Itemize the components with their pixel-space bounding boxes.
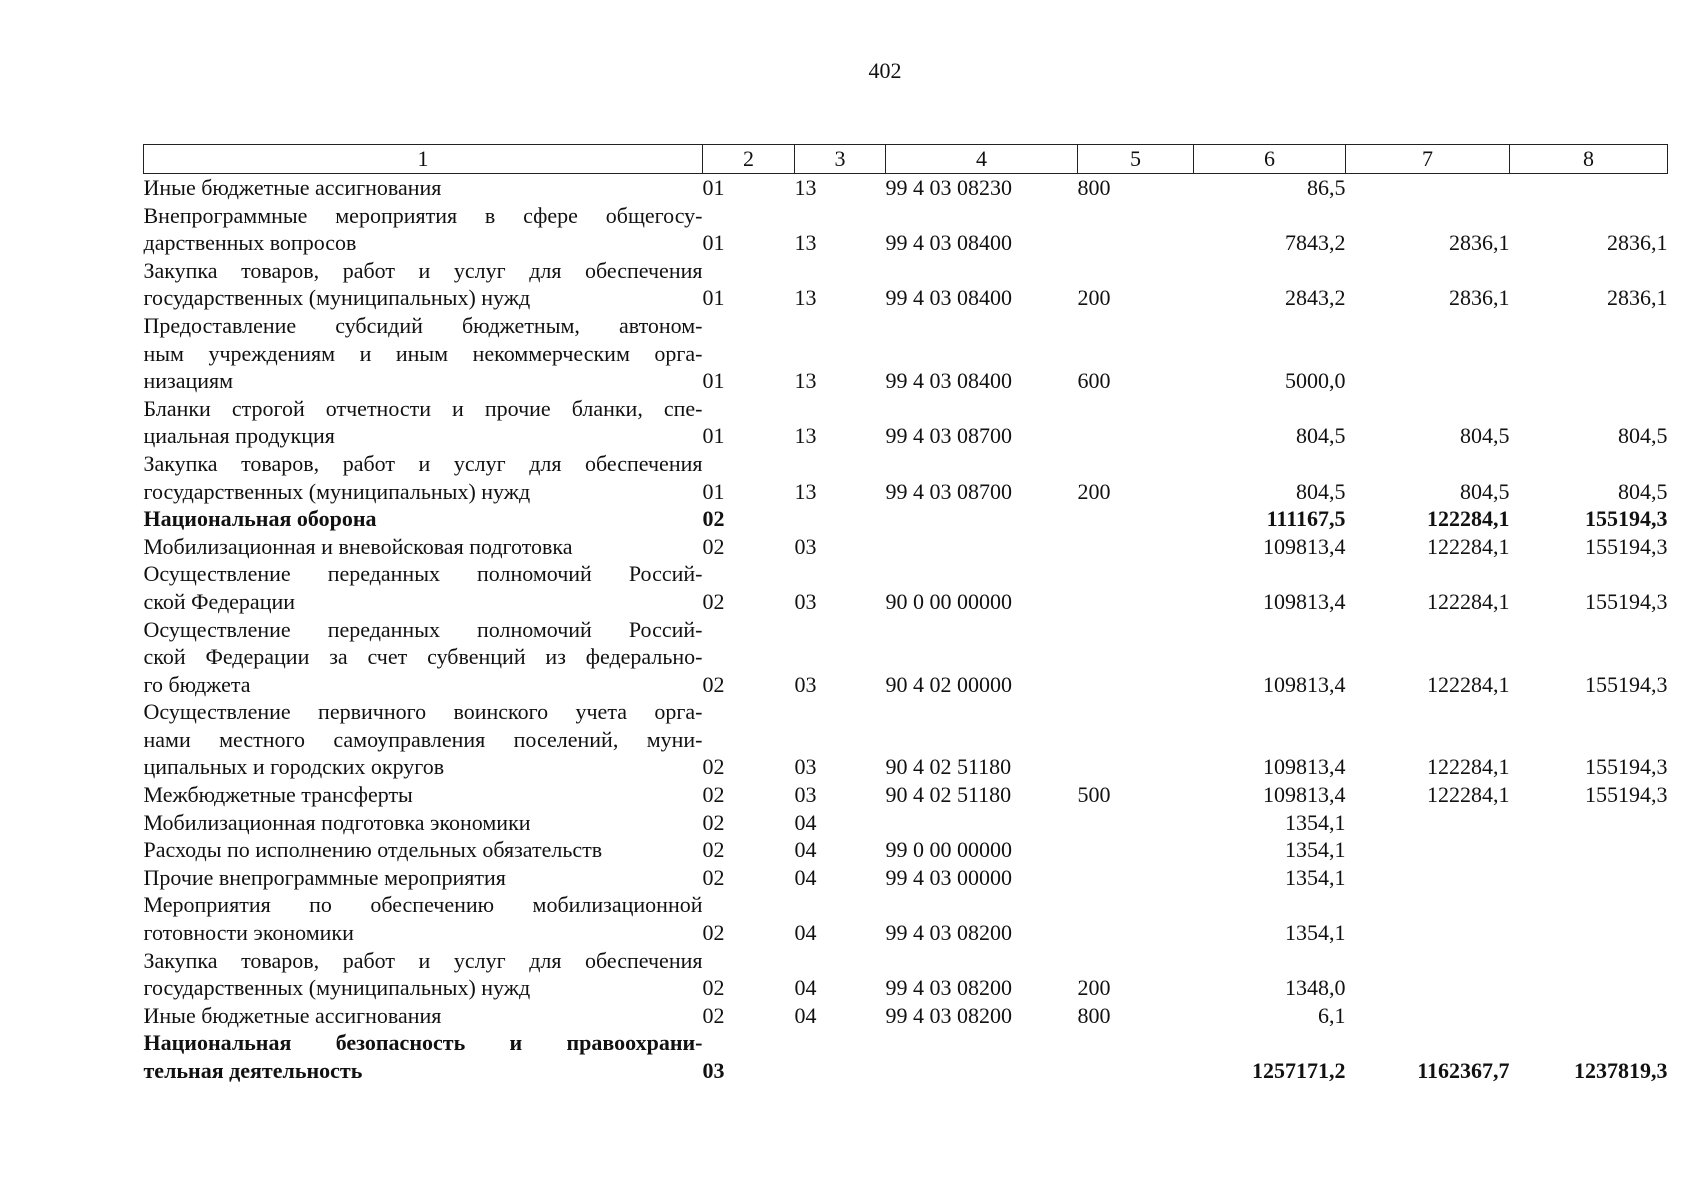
value-col-8: 155194,3 — [1585, 671, 1668, 697]
value-col-6: 804,5 — [1296, 423, 1346, 449]
row-name-line: Иные бюджетные ассигнования — [143, 175, 442, 200]
expense-type-code — [1078, 836, 1194, 864]
target-code — [886, 505, 1078, 533]
subsection-code: 03 — [794, 754, 817, 780]
subsection-code: 03 — [794, 671, 817, 697]
section-code: 01 — [702, 368, 725, 394]
row-name-line: Осуществление первичного воинского учета орга- — [143, 699, 703, 725]
value-col-7 — [1346, 891, 1510, 946]
section-code: 01 — [702, 230, 725, 256]
subsection-code: 03 — [794, 588, 817, 614]
column-header: 2 — [703, 145, 795, 174]
row-name — [144, 698, 703, 781]
value-col-7: 2836,1 — [1449, 285, 1510, 311]
section-code: 01 — [702, 478, 725, 504]
expense-type-code — [1078, 202, 1194, 257]
expense-type-code: 800 — [1077, 1002, 1111, 1028]
table-row — [144, 836, 1668, 864]
value-col-6: 111167,5 — [1266, 506, 1346, 532]
target-code: 99 0 00 00000 — [885, 837, 1012, 863]
target-code: 99 4 03 08200 — [885, 975, 1012, 1001]
value-col-6: 2843,2 — [1285, 285, 1346, 311]
row-name — [144, 312, 703, 395]
target-code: 99 4 03 08200 — [885, 920, 1012, 946]
target-code: 90 0 00 00000 — [885, 588, 1012, 614]
expense-type-code — [1078, 533, 1194, 561]
value-col-7 — [1346, 947, 1510, 1002]
row-name-line: государственных (муниципальных) нужд — [143, 478, 531, 504]
section-code: 02 — [702, 920, 725, 946]
row-name-line: Закупка товаров, работ и услуг для обеспечения — [143, 257, 703, 283]
value-col-7: 1162367,7 — [1417, 1058, 1510, 1083]
value-col-7 — [1346, 1002, 1510, 1030]
value-col-8 — [1510, 1002, 1668, 1030]
expense-type-code — [1078, 616, 1194, 699]
value-col-6: 1348,0 — [1285, 975, 1346, 1001]
value-col-6: 109813,4 — [1263, 754, 1346, 780]
value-col-8: 155194,3 — [1585, 588, 1668, 614]
row-name — [144, 174, 703, 202]
subsection-code: 04 — [794, 1002, 817, 1028]
value-col-6: 7843,2 — [1285, 230, 1346, 256]
row-name-line: Осуществление переданных полномочий Россий- — [143, 616, 703, 642]
target-code: 90 4 02 00000 — [885, 671, 1012, 697]
row-name-line: Бланки строгой отчетности и прочие бланки, спе- — [143, 395, 703, 421]
row-name — [144, 836, 703, 864]
target-code: 90 4 02 51180 — [885, 782, 1012, 808]
value-col-8 — [1510, 174, 1668, 202]
row-name-line: го бюджета — [143, 671, 251, 697]
value-col-8: 804,5 — [1618, 478, 1668, 504]
table-row — [144, 174, 1668, 202]
subsection-code: 13 — [794, 423, 817, 449]
page-number: 402 — [868, 58, 902, 83]
value-col-6: 109813,4 — [1263, 588, 1346, 614]
subsection-code: 04 — [794, 837, 817, 863]
value-col-8: 804,5 — [1618, 423, 1668, 449]
value-col-7: 122284,1 — [1427, 782, 1510, 808]
row-name-line: Мероприятия по обеспечению мобилизационной — [143, 892, 703, 918]
row-name-line: низациям — [143, 368, 234, 394]
target-code: 90 4 02 51180 — [885, 754, 1012, 780]
row-name-line: Расходы по исполнению отдельных обязательств — [143, 837, 603, 863]
expense-type-code — [1078, 1029, 1194, 1084]
section-code: 02 — [702, 837, 725, 863]
target-code: 99 4 03 08200 — [885, 1002, 1012, 1028]
value-col-7 — [1346, 312, 1510, 395]
row-name-line: тельная деятельность — [143, 1058, 363, 1083]
value-col-7 — [1346, 809, 1510, 837]
section-code: 02 — [702, 809, 725, 835]
value-col-6: 1354,1 — [1285, 864, 1346, 890]
table-row — [144, 202, 1668, 257]
target-code: 99 4 03 00000 — [885, 864, 1012, 890]
target-code: 99 4 03 08400 — [885, 368, 1012, 394]
value-col-6: 1354,1 — [1285, 809, 1346, 835]
expense-type-code — [1078, 698, 1194, 781]
row-name-line: Предоставление субсидий бюджетным, автоном- — [143, 312, 703, 338]
target-code — [886, 809, 1078, 837]
row-name — [144, 450, 703, 505]
table-row — [144, 891, 1668, 946]
value-col-7: 122284,1 — [1427, 533, 1510, 559]
section-code: 02 — [702, 1002, 725, 1028]
column-header: 5 — [1078, 145, 1194, 174]
subsection-code: 04 — [794, 975, 817, 1001]
value-col-8: 155194,3 — [1585, 754, 1668, 780]
target-code: 99 4 03 08400 — [885, 230, 1012, 256]
row-name — [144, 891, 703, 946]
row-name — [144, 505, 703, 533]
row-name-line: Прочие внепрограммные мероприятия — [143, 864, 506, 890]
row-name — [144, 947, 703, 1002]
budget-table — [143, 144, 1668, 1085]
row-name-line: Мобилизационная и вневойсковая подготовка — [143, 533, 573, 559]
value-col-6: 5000,0 — [1285, 368, 1346, 394]
row-name-line: дарственных вопросов — [143, 230, 357, 256]
target-code — [886, 533, 1078, 561]
row-name-line: ным учреждениям и иным некоммерческим орга- — [143, 340, 703, 366]
value-col-8: 155194,3 — [1585, 533, 1668, 559]
subsection-code: 03 — [794, 782, 817, 808]
expense-type-code — [1078, 395, 1194, 450]
row-name-line: Закупка товаров, работ и услуг для обеспечения — [143, 450, 703, 476]
row-name-line: Закупка товаров, работ и услуг для обеспечения — [143, 947, 703, 973]
subsection-code: 13 — [794, 368, 817, 394]
row-name-line: Национальная оборона — [143, 506, 377, 532]
value-col-6: 109813,4 — [1263, 782, 1346, 808]
column-header: 8 — [1510, 145, 1668, 174]
value-col-6: 109813,4 — [1263, 671, 1346, 697]
value-col-8: 155194,3 — [1585, 782, 1668, 808]
value-col-7: 122284,1 — [1427, 754, 1510, 780]
value-col-7: 804,5 — [1460, 478, 1510, 504]
column-header: 4 — [886, 145, 1078, 174]
value-col-6: 1354,1 — [1285, 837, 1346, 863]
row-name — [144, 616, 703, 699]
table-row — [144, 864, 1668, 892]
value-col-6: 6,1 — [1318, 1002, 1346, 1028]
row-name-line: Национальная безопасность и правоохрани- — [143, 1030, 703, 1056]
row-name — [144, 395, 703, 450]
expense-type-code — [1078, 891, 1194, 946]
value-col-6: 804,5 — [1296, 478, 1346, 504]
column-header: 7 — [1346, 145, 1510, 174]
table-row — [144, 312, 1668, 395]
table-row — [144, 505, 1668, 533]
expense-type-code — [1078, 864, 1194, 892]
subsection-code: 13 — [794, 478, 817, 504]
row-name-line: Межбюджетные трансферты — [143, 782, 413, 808]
table-row — [144, 1029, 1668, 1084]
value-col-6: 1354,1 — [1285, 920, 1346, 946]
section-code: 02 — [702, 864, 725, 890]
table-body — [144, 174, 1668, 1085]
section-code: 02 — [702, 754, 725, 780]
target-code: 99 4 03 08230 — [885, 175, 1012, 200]
value-col-8 — [1510, 891, 1668, 946]
value-col-8: 155194,3 — [1585, 506, 1668, 532]
row-name — [144, 1029, 703, 1084]
table-row — [144, 616, 1668, 699]
row-name-line: нами местного самоуправления поселений, муни- — [143, 726, 703, 752]
row-name-line: Внепрограммные мероприятия в сфере общегосу- — [143, 202, 703, 228]
table-row — [144, 257, 1668, 312]
subsection-code: 04 — [794, 864, 817, 890]
value-col-8 — [1510, 864, 1668, 892]
subsection-code — [795, 1029, 886, 1084]
row-name — [144, 781, 703, 809]
section-code: 02 — [702, 671, 725, 697]
value-col-8: 2836,1 — [1607, 285, 1668, 311]
row-name — [144, 533, 703, 561]
expense-type-code: 200 — [1077, 285, 1111, 311]
row-name-line: государственных (муниципальных) нужд — [143, 975, 531, 1001]
subsection-code: 04 — [794, 809, 817, 835]
column-header: 3 — [795, 145, 886, 174]
target-code: 99 4 03 08700 — [885, 478, 1012, 504]
section-code: 02 — [702, 782, 725, 808]
row-name-line: ской Федерации за счет субвенций из федерально- — [143, 644, 703, 670]
row-name — [144, 257, 703, 312]
section-code: 01 — [702, 423, 725, 449]
expense-type-code — [1078, 809, 1194, 837]
value-col-6: 86,5 — [1307, 175, 1346, 200]
row-name — [144, 202, 703, 257]
subsection-code — [795, 505, 886, 533]
table-row — [144, 947, 1668, 1002]
value-col-6: 1257171,2 — [1252, 1058, 1346, 1083]
table-row — [144, 809, 1668, 837]
section-code: 01 — [702, 285, 725, 311]
row-name — [144, 864, 703, 892]
value-col-7: 122284,1 — [1427, 506, 1510, 532]
row-name-line: циальная продукция — [143, 423, 335, 449]
target-code: 99 4 03 08700 — [885, 423, 1012, 449]
row-name-line: Осуществление переданных полномочий Россий- — [143, 561, 703, 587]
subsection-code: 13 — [794, 230, 817, 256]
value-col-7 — [1346, 836, 1510, 864]
subsection-code: 13 — [794, 175, 817, 200]
target-code: 99 4 03 08400 — [885, 285, 1012, 311]
expense-type-code: 200 — [1077, 975, 1111, 1001]
expense-type-code — [1078, 505, 1194, 533]
value-col-6: 109813,4 — [1263, 533, 1346, 559]
section-code: 02 — [702, 506, 725, 532]
value-col-7: 122284,1 — [1427, 588, 1510, 614]
expense-type-code: 200 — [1077, 478, 1111, 504]
section-code: 02 — [702, 588, 725, 614]
expense-type-code: 500 — [1077, 782, 1111, 808]
section-code: 01 — [702, 175, 725, 200]
row-name — [144, 809, 703, 837]
column-header: 6 — [1194, 145, 1346, 174]
table-row — [144, 395, 1668, 450]
table-row — [144, 450, 1668, 505]
value-col-7 — [1346, 174, 1510, 202]
value-col-7: 122284,1 — [1427, 671, 1510, 697]
row-name-line: ципальных и городских округов — [143, 754, 445, 780]
subsection-code: 03 — [794, 533, 817, 559]
value-col-8 — [1510, 312, 1668, 395]
value-col-7 — [1346, 864, 1510, 892]
row-name — [144, 560, 703, 615]
value-col-7: 2836,1 — [1449, 230, 1510, 256]
table-row — [144, 533, 1668, 561]
value-col-8 — [1510, 836, 1668, 864]
row-name-line: готовности экономики — [143, 920, 354, 946]
section-code: 02 — [702, 533, 725, 559]
table-row — [144, 560, 1668, 615]
table-row — [144, 1002, 1668, 1030]
row-name-line: Иные бюджетные ассигнования — [143, 1002, 442, 1028]
subsection-code: 13 — [794, 285, 817, 311]
expense-type-code — [1078, 560, 1194, 615]
expense-type-code: 600 — [1077, 368, 1111, 394]
table-row — [144, 781, 1668, 809]
section-code: 03 — [702, 1058, 725, 1083]
section-code: 02 — [702, 975, 725, 1001]
value-col-8 — [1510, 947, 1668, 1002]
row-name-line: государственных (муниципальных) нужд — [143, 285, 531, 311]
row-name-line: Мобилизационная подготовка экономики — [143, 809, 531, 835]
column-header: 1 — [144, 145, 703, 174]
value-col-7: 804,5 — [1460, 423, 1510, 449]
value-col-8 — [1510, 809, 1668, 837]
value-col-8: 2836,1 — [1607, 230, 1668, 256]
row-name-line: ской Федерации — [143, 588, 296, 614]
expense-type-code: 800 — [1077, 175, 1111, 200]
header-row — [144, 145, 1668, 174]
row-name — [144, 1002, 703, 1030]
target-code — [886, 1029, 1078, 1084]
value-col-8: 1237819,3 — [1574, 1058, 1668, 1083]
table-row — [144, 698, 1668, 781]
subsection-code: 04 — [794, 920, 817, 946]
